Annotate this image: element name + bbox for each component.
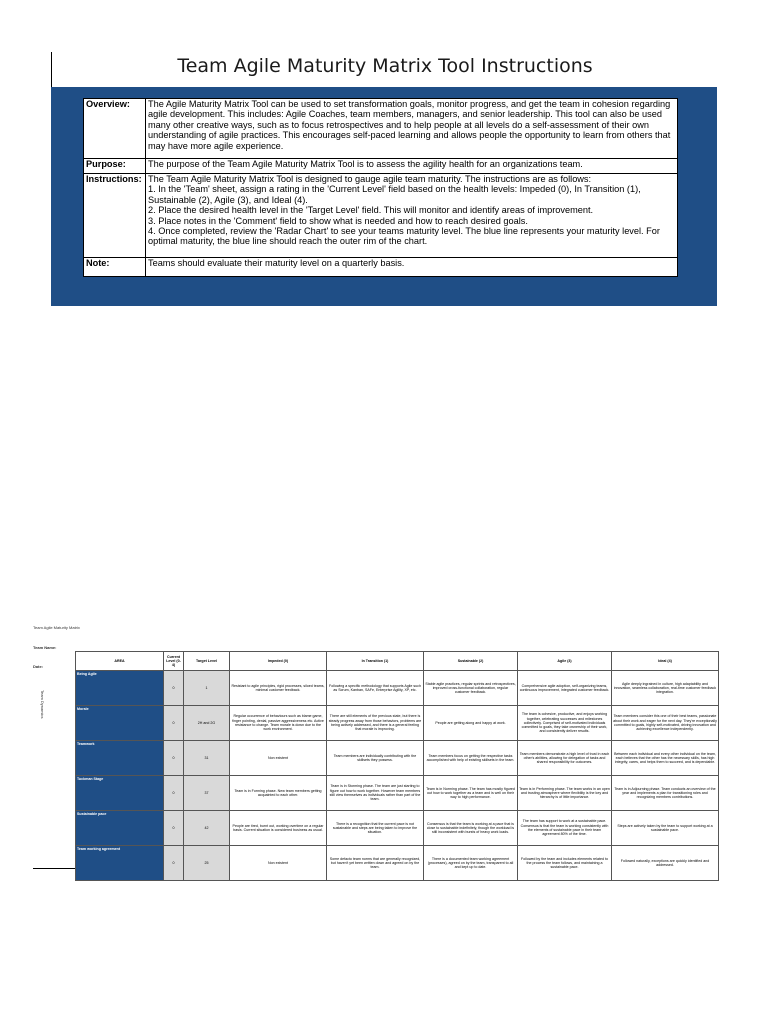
ideal-cell: Steps are actively taken by the team to support working at a sustainable pace.	[612, 811, 719, 846]
impeded-cell: People are tired, burnt out, working overtime on a regular basis. Current situation is considered business as usual.	[230, 811, 327, 846]
header-agile: Agile (3)	[518, 652, 612, 671]
team-dynamics-label: Team Dynamics	[40, 690, 45, 719]
ideal-cell: Agile deeply ingrained in culture, high adaptability and innovation, seamless collaboration, real-time customer feedback integration.	[612, 671, 719, 706]
in-transition-cell: Following a specific methodology that supports Agile such as Scrum, Kanban, SAFe, Enterprise Agility, XP, etc.	[327, 671, 424, 706]
ideal-cell: Team is in Adjourning phase. Team conducts an overview of the year and implements a plan for transitioning roles and recognizing members contributions.	[612, 776, 719, 811]
note-row	[84, 258, 678, 277]
agile-cell: The team has support to work at a sustainable pace. Consensus is that the team is working consistently with the elements of sustainable pace in their team agreement 80% of the time.	[518, 811, 612, 846]
overview-label: Overview:	[84, 99, 146, 159]
date-label: Date:	[33, 664, 44, 669]
table-row	[76, 671, 719, 706]
sheet-caption: Team Agile Maturity Matrix	[33, 625, 80, 630]
instructions-row	[84, 174, 678, 258]
agile-cell: Team members demonstrate a high level of trust in each other's abilities, allowing for delegation of tasks and shared responsibility for outcomes.	[518, 741, 612, 776]
agile-cell: Team is in Performing phase. The team works in an open and trusting atmosphere where flexibility is the key and hierarchy is of little importance.	[518, 776, 612, 811]
in-transition-cell: There is a recognition that the current pace is not sustainable and steps are being taken to improve the situation.	[327, 811, 424, 846]
table-row	[76, 776, 719, 811]
table-row	[76, 706, 719, 741]
sheet-baseline	[33, 868, 75, 869]
sustainable-cell: Consensus is that the team is working at a pace that is close to sustainable indefinitely, though the workload is still inconsistent with bursts of heavy work loads.	[424, 811, 518, 846]
sustainable-cell: Team members focus on getting the respective tasks accomplished with help of existing skillsets in the team.	[424, 741, 518, 776]
ideal-cell: Followed naturally, exceptions are quickly identified and addressed.	[612, 846, 719, 881]
purpose-row	[84, 159, 678, 174]
area-cell: Teamwork	[76, 741, 164, 776]
in-transition-cell: Some defacto team norms that are generally recognized, but haven't yet been written down and agreed on by the team.	[327, 846, 424, 881]
table-row	[76, 811, 719, 846]
target-level-cell[interactable]: 2H and 2G	[184, 706, 230, 741]
header-current-level: Current Level (0-4)	[164, 652, 184, 671]
matrix-header-row	[76, 652, 719, 671]
area-cell: Team working agreement	[76, 846, 164, 881]
in-transition-cell: Team is in Storming phase. The team are just starting to figure out how to work together. However team members still view themselves as individuals rather than part of the team.	[327, 776, 424, 811]
target-level-cell[interactable]: 1	[184, 671, 230, 706]
current-level-cell[interactable]: 0	[164, 706, 184, 741]
impeded-cell: Regular occurrence of behaviours such as blame game, finger pointing, denial, passive aggressiveness etc. Active resistance to change. Team morale is down due to the work environment.	[230, 706, 327, 741]
instructions-label: Instructions:	[84, 174, 146, 258]
in-transition-cell: There are still elements of the previous state, but there is steady progress away from those behaviors, problems are being actively addressed, and there is a general feeling that morale is improving.	[327, 706, 424, 741]
note-text[interactable]: Teams should evaluate their maturity level on a quarterly basis.	[146, 258, 678, 277]
header-impeded: Impeded (0)	[230, 652, 327, 671]
impeded-cell: Resistant to agile principles, rigid processes, siloed teams, minimal customer feedback.	[230, 671, 327, 706]
instructions-table	[83, 98, 678, 277]
header-ideal: Ideal (4)	[612, 652, 719, 671]
target-level-cell[interactable]: 42	[184, 811, 230, 846]
in-transition-cell: Team members are individually contributing with the skillsets they possess.	[327, 741, 424, 776]
table-row	[76, 846, 719, 881]
sustainable-cell: Stable agile practices, regular sprints and retrospectives, improved cross-functional collaboration, regular customer feedback.	[424, 671, 518, 706]
current-level-cell[interactable]: 0	[164, 671, 184, 706]
impeded-cell: Team is in Forming phase. New team members getting acquainted to each other.	[230, 776, 327, 811]
sustainable-cell: There is a documented team working agreement (processes), agreed on by the team, transparent to all and kept up to date.	[424, 846, 518, 881]
header-target-level: Target Level	[184, 652, 230, 671]
purpose-text[interactable]: The purpose of the Team Agile Maturity Matrix Tool is to assess the agility health for an organizations team.	[146, 159, 678, 174]
target-level-cell[interactable]: 37	[184, 776, 230, 811]
area-cell: Sustainable pace	[76, 811, 164, 846]
current-level-cell[interactable]: 0	[164, 776, 184, 811]
ideal-cell: Team members consider this one of their best teams, passionate about their work and eager for the next day. They're exceptionally committed to goals, highly self-motivated, driving innovation and achieving excellence independently.	[612, 706, 719, 741]
instructions-text[interactable]: The Team Agile Maturity Matrix Tool is designed to gauge agile team maturity. The instructions are as follows: 1. In the 'Team' sheet, assign a rating in the 'Current Level' field based on the health levels: Impeded (0), In Transition (1), Sustainable (2), Agile (3), and Ideal (4). 2. Place the desired health level in the 'Target Level' field. This will monitor and identify areas of improvement. 3. Place notes in the 'Comment' field to show what is needed and how to reach desired goals. 4. Once completed, review the 'Radar Chart' to see your teams maturity level. The blue line represents your maturity level. For optimal maturity, the blue line should reach the outer rim of the chart.	[146, 174, 678, 258]
header-sustainable: Sustainable (2)	[424, 652, 518, 671]
header-in-transition: In Transition (1)	[327, 652, 424, 671]
impeded-cell: Non existent	[230, 741, 327, 776]
current-level-cell[interactable]: 0	[164, 846, 184, 881]
header-area: AREA	[76, 652, 164, 671]
target-level-cell[interactable]: 25	[184, 846, 230, 881]
maturity-matrix-table	[75, 651, 719, 881]
page-title: Team Agile Maturity Matrix Tool Instructions	[177, 55, 593, 77]
area-cell: Being Agile	[76, 671, 164, 706]
area-cell: Morale	[76, 706, 164, 741]
team-name-label: Team Name:	[33, 645, 57, 650]
sustainable-cell: Team is in Norming phase. The team has mostly figured out how to work together as a team and is well on their way to high performance.	[424, 776, 518, 811]
current-level-cell[interactable]: 0	[164, 741, 184, 776]
target-level-cell[interactable]: 31	[184, 741, 230, 776]
sustainable-cell: People are getting along and happy at work.	[424, 706, 518, 741]
ideal-cell: Between each individual and every other individual on the team, each believes that the other has the necessary skills, has high integrity, cares, and helps them to succeed, and is dependable.	[612, 741, 719, 776]
agile-cell: The team is cohesive, productive, and enjoys working together, celebrating successes and milestones collectively. Comprised of self-motivated individuals committed to goals, they take ownership of their work, and consistently deliver results.	[518, 706, 612, 741]
overview-text[interactable]: The Agile Maturity Matrix Tool can be used to set transformation goals, monitor progress, and get the team in cohesion regarding agile development. This includes: Agile Coaches, team members, managers, and senior leadership. This tool can also be used many other creative ways, such as to focus retrospectives and to help people at all levels do a self-assessment of their own understanding of agile practices. This encourages self-paced learning and allows people the opportunity to learn from others that may have more agile experience.	[146, 99, 678, 159]
agile-cell: Followed by the team and includes elements related to the process the team follows, and maintaining a sustainable pace.	[518, 846, 612, 881]
area-cell: Tuckman Stage	[76, 776, 164, 811]
current-level-cell[interactable]: 0	[164, 811, 184, 846]
purpose-label: Purpose:	[84, 159, 146, 174]
impeded-cell: Non existent	[230, 846, 327, 881]
overview-row	[84, 99, 678, 159]
table-row	[76, 741, 719, 776]
agile-cell: Comprehensive agile adoption, self-organizing teams, continuous improvement, integrated customer feedback.	[518, 671, 612, 706]
note-label: Note:	[84, 258, 146, 277]
